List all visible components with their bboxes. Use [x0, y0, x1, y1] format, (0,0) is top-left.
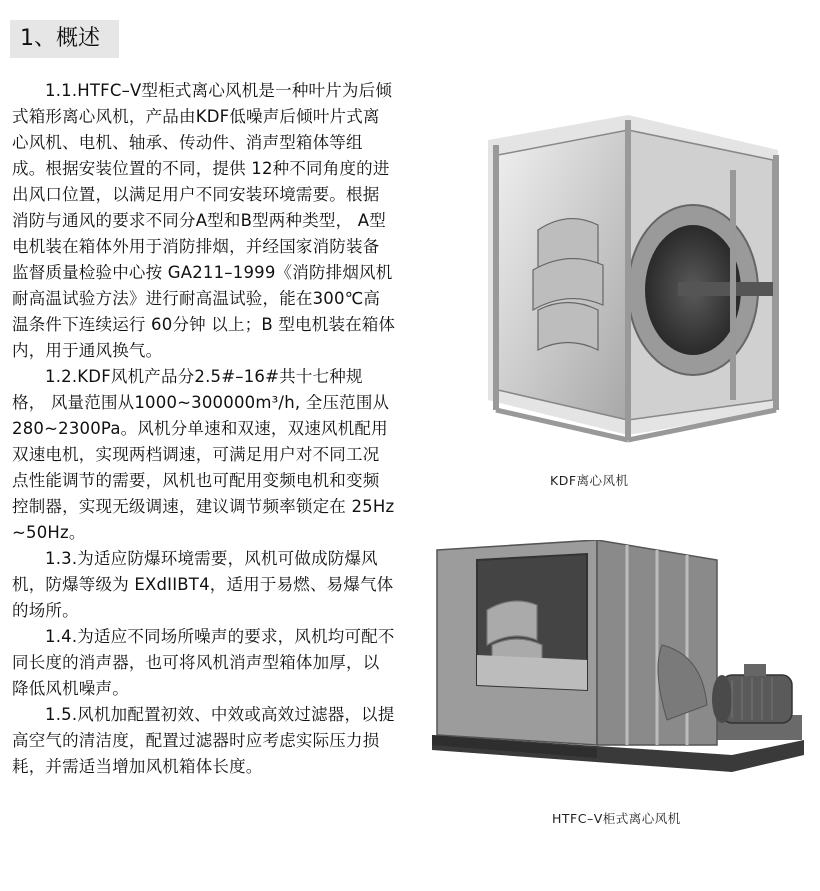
paragraph-1-4: 1.4.为适应不同场所噪声的要求，风机均可配不同长度的消声器，也可将风机消声型箱体加厚，以降低风机噪声。 [12, 627, 395, 698]
htfc-v-cabinet-fan-icon [432, 540, 804, 785]
paragraph-1-2: 1.2.KDF风机产品分2.5#–16#共十七种规格， 风量范围从1000~300000m³/h, 全压范围从280~2300Pa。风机分单速和双速，双速风机配用双速电机，实现两档调速，可满足用户对不同工况点性能调节的需要，风机也可配用变频电机和变频控制器，实现无级调速，建议调节频率锁定在 25Hz~50Hz。 [12, 367, 395, 542]
body-text [12, 78, 396, 780]
kdf-centrifugal-fan-icon [478, 110, 788, 450]
kdf-fan-image [478, 110, 788, 450]
section-title: 1、概述 [10, 20, 119, 58]
paragraph-1-5: 1.5.风机加配置初效、中效或高效过滤器，以提高空气的清洁度，配置过滤器时应考虑实际压力损耗，并需适当增加风机箱体长度。 [12, 705, 395, 776]
kdf-fan-caption: KDF离心风机 [550, 473, 629, 488]
paragraph-1-1: 1.1.HTFC–V型柜式离心风机是一种叶片为后倾式箱形离心风机，产品由KDF低噪声后倾叶片式离心风机、电机、轴承、传动件、消声型箱体等组成。根据安装位置的不同，提供 12种不同角度的进出风口位置，以满足用户不同安装环境需要。根据消防与通风的要求不同分A型和B型两种类型， A型电机装在箱体外用于消防排烟，并经国家消防装备监督质量检验中心按 GA211–1999《消防排烟风机耐高温试验方法》进行耐高温试验，能在300℃高温条件下连续运行 60分钟 以上；B 型电机装在箱体内，用于通风换气。 [12, 81, 396, 360]
paragraph-1-3: 1.3.为适应防爆环境需要，风机可做成防爆风机，防爆等级为 EXdIIBT4，适用于易燃、易爆气体的场所。 [12, 549, 394, 620]
htfc-v-fan-caption: HTFC–V柜式离心风机 [552, 811, 681, 826]
htfc-v-fan-image [432, 540, 804, 785]
